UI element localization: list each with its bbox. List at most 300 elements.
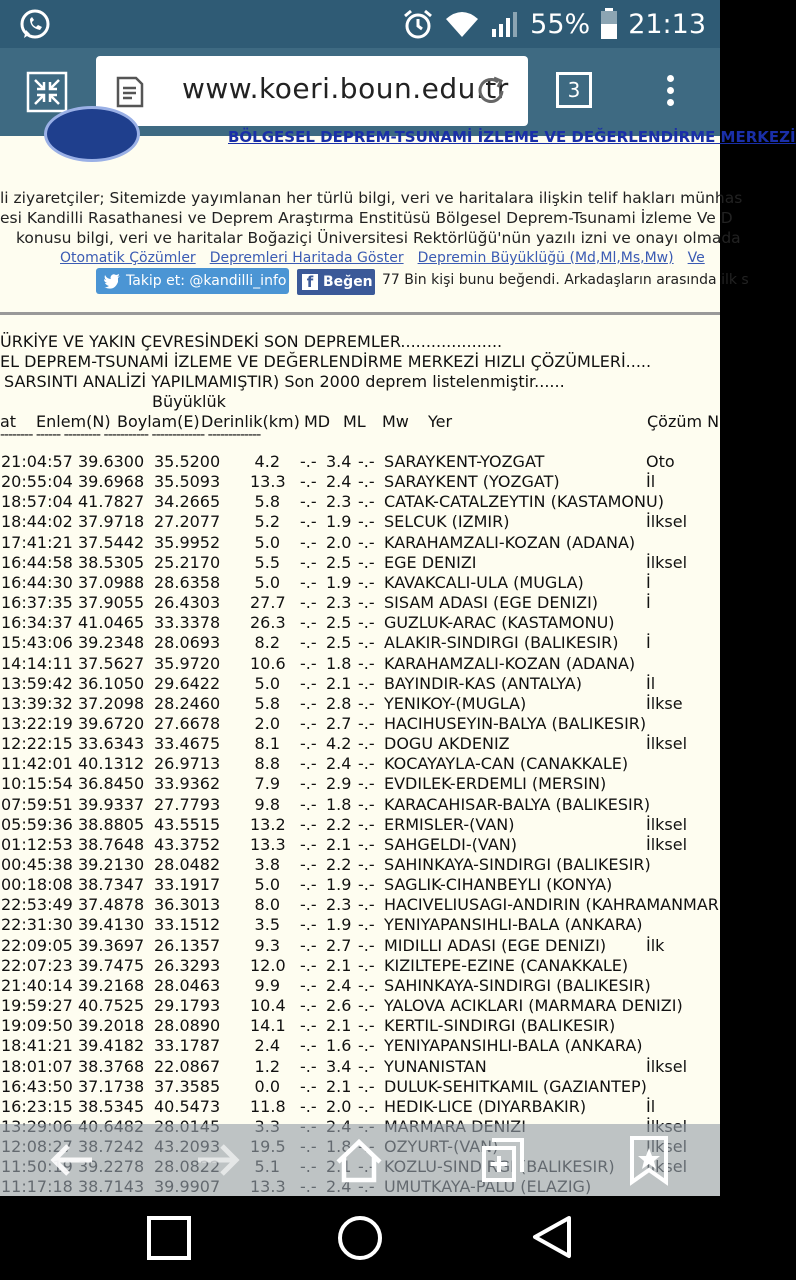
row-place: SISAM ADASI (EGE DENIZI) — [384, 593, 599, 613]
row-depth: 10.6 — [250, 653, 286, 673]
row-longitude: 28.2460 — [154, 693, 221, 713]
row-longitude: 28.0482 — [154, 855, 221, 874]
row-mw: -.- — [358, 1016, 375, 1036]
row-md: -.- — [300, 915, 317, 935]
table-row — [0, 1036, 720, 1056]
clock: 21:13 — [628, 8, 706, 40]
row-md: -.- — [300, 875, 317, 895]
row-depth: 8.8 — [254, 754, 280, 774]
row-longitude: 36.3013 — [154, 895, 221, 915]
menu-icon[interactable] — [658, 70, 682, 116]
row-md: -.- — [300, 673, 317, 693]
row-depth: 5.8 — [254, 492, 280, 512]
row-depth: 8.0 — [254, 895, 280, 915]
row-latitude: 41.7827 — [78, 492, 145, 512]
row-depth: 5.0 — [254, 572, 280, 592]
row-depth: 3.5 — [254, 915, 280, 935]
row-ml: 1.8 — [326, 794, 352, 814]
row-longitude: 33.3378 — [154, 613, 221, 633]
row-place: EVDILEK-ERDEMLI (MERSIN) — [384, 774, 607, 794]
link-automatic-solutions[interactable]: Otomatik Çözümler — [60, 250, 196, 266]
row-ml: 2.6 — [326, 996, 352, 1016]
row-ml: 2.9 — [326, 774, 352, 794]
row-latitude: 39.6300 — [78, 452, 145, 471]
row-longitude: 33.1787 — [154, 1036, 221, 1056]
table-row — [0, 1097, 720, 1117]
row-solution: İ — [646, 593, 651, 613]
link-magnitude[interactable]: Depremin Büyüklüğü (Md,Ml,Ms,Mw) — [417, 250, 674, 266]
table-row — [0, 996, 720, 1016]
col-depth: Derinlik(km) — [201, 412, 300, 431]
row-latitude: 39.4182 — [78, 1036, 145, 1056]
table-row — [0, 976, 720, 996]
row-longitude: 40.5473 — [154, 1096, 221, 1116]
row-md: -.- — [300, 532, 317, 552]
row-ml: 1.6 — [326, 1036, 352, 1056]
row-time: 18:57:04 — [1, 492, 73, 512]
row-md: -.- — [300, 754, 317, 774]
row-mw: -.- — [358, 754, 375, 774]
row-time: 19:09:50 — [1, 1016, 73, 1036]
row-mw: -.- — [358, 935, 375, 955]
row-ml: 2.1 — [326, 834, 352, 854]
row-ml: 2.0 — [326, 1096, 352, 1116]
row-longitude: 25.2170 — [154, 552, 221, 572]
row-latitude: 39.6720 — [78, 713, 145, 733]
row-time: 21:04:57 — [1, 452, 73, 471]
row-latitude: 38.7347 — [78, 875, 145, 895]
row-time: 16:44:30 — [1, 572, 73, 592]
row-place: HACIVELIUSAGI-ANDIRIN (KAHRAMANMAR — [384, 895, 719, 915]
row-mw: -.- — [358, 734, 375, 754]
row-solution: İ — [646, 633, 651, 653]
row-place: ERMISLER-(VAN) — [384, 814, 515, 834]
row-md: -.- — [300, 996, 317, 1016]
page-banner — [0, 128, 796, 176]
row-latitude: 39.2130 — [78, 855, 145, 874]
row-place: SAHINKAYA-SINDIRGI (BALIKESIR) — [384, 975, 651, 995]
row-ml: 2.2 — [326, 814, 352, 834]
col-magnitude: Büyüklük — [152, 392, 226, 411]
row-time: 16:34:37 — [1, 613, 73, 633]
row-time: 10:15:54 — [1, 774, 73, 794]
row-mw: -.- — [358, 552, 375, 572]
banner-title[interactable]: BÖLGESEL DEPREM-TSUNAMİ İZLEME VE DEĞERLENDİRME MERKEZİ — [228, 128, 796, 146]
row-md: -.- — [300, 955, 317, 975]
row-longitude: 26.1357 — [154, 935, 221, 955]
row-depth: 11.8 — [250, 1096, 286, 1116]
row-solution: İlksel — [646, 512, 688, 532]
row-mw: -.- — [358, 1096, 375, 1116]
row-latitude: 38.3768 — [78, 1056, 145, 1076]
row-time: 16:23:15 — [1, 1096, 73, 1116]
row-place: SAHINKAYA-SINDIRGI (BALIKESIR) — [384, 855, 651, 874]
status-bar — [0, 0, 720, 48]
row-depth: 3.8 — [254, 855, 280, 874]
row-longitude: 33.1917 — [154, 875, 221, 895]
battery-percent: 55% — [530, 8, 591, 40]
col-lon: Boylam(E) — [117, 412, 200, 431]
row-longitude: 26.4303 — [154, 593, 221, 613]
row-depth: 5.0 — [254, 532, 280, 552]
table-row — [0, 795, 720, 815]
row-depth: 9.9 — [254, 975, 280, 995]
row-md: -.- — [300, 794, 317, 814]
row-place: YENIYAPANSIHLI-BALA (ANKARA) — [384, 915, 643, 935]
table-row — [0, 734, 720, 754]
table-row — [0, 674, 720, 694]
row-place: GUZLUK-ARAC (KASTAMONU) — [384, 613, 615, 633]
table-row — [0, 936, 720, 956]
row-md: -.- — [300, 895, 317, 915]
row-latitude: 38.7648 — [78, 834, 145, 854]
col-solution: Çözüm N — [647, 412, 720, 431]
row-solution: İl — [646, 673, 656, 693]
row-longitude: 28.6358 — [154, 572, 221, 592]
row-ml: 2.1 — [326, 1016, 352, 1036]
row-longitude: 28.0890 — [154, 1016, 221, 1036]
row-time: 19:59:27 — [1, 996, 73, 1016]
row-mw: -.- — [358, 653, 375, 673]
row-md: -.- — [300, 975, 317, 995]
row-ml: 2.5 — [326, 613, 352, 633]
table-row — [0, 654, 720, 674]
row-ml: 2.1 — [326, 1076, 352, 1096]
list-heading-line: ÜRKİYE VE YAKIN ÇEVRESİNDEKİ SON DEPREMLER.................... — [0, 332, 503, 351]
row-longitude: 27.6678 — [154, 713, 221, 733]
row-time: 14:14:11 — [1, 653, 73, 673]
table-row — [0, 835, 720, 855]
row-place: EGE DENIZI — [384, 552, 477, 572]
row-longitude: 22.0867 — [154, 1056, 221, 1076]
row-solution: İl — [646, 472, 656, 492]
notice-line: li ziyaretçiler; Sitemizde yayımlanan her türlü bilgi, veri ve haritalara ilişkin telif hakları münhas — [0, 189, 743, 207]
row-md: -.- — [300, 653, 317, 673]
row-place: SAHGELDI-(VAN) — [384, 834, 517, 854]
row-time: 13:59:42 — [1, 673, 73, 693]
row-latitude: 39.2348 — [78, 633, 145, 653]
address-bar[interactable] — [96, 56, 528, 126]
row-longitude: 27.7793 — [154, 794, 221, 814]
forward-arrow-icon[interactable] — [192, 1136, 242, 1184]
row-mw: -.- — [358, 492, 375, 512]
col-md: MD — [304, 412, 331, 431]
row-depth: 14.1 — [250, 1016, 286, 1036]
row-place: MIDILLI ADASI (EGE DENIZI) — [384, 935, 607, 955]
row-place: KARACAHISAR-BALYA (BALIKESIR) — [384, 794, 651, 814]
row-mw: -.- — [358, 593, 375, 613]
url-text[interactable]: www.koeri.boun.edu.tr — [182, 72, 509, 105]
row-depth: 10.4 — [250, 996, 286, 1016]
row-depth: 5.0 — [254, 673, 280, 693]
row-longitude: 35.9720 — [154, 653, 221, 673]
row-solution: İlk — [646, 935, 665, 955]
row-longitude: 26.9713 — [154, 754, 221, 774]
row-ml: 2.1 — [326, 673, 352, 693]
row-ml: 4.2 — [326, 734, 352, 754]
back-triangle-icon[interactable] — [529, 1214, 575, 1260]
row-md: -.- — [300, 1076, 317, 1096]
table-row — [0, 1057, 720, 1077]
row-depth: 4.2 — [254, 452, 280, 471]
tab-switcher-button[interactable]: 3 — [556, 72, 592, 108]
row-time: 16:43:50 — [1, 1076, 73, 1096]
row-latitude: 39.9337 — [78, 794, 145, 814]
row-ml: 2.4 — [326, 975, 352, 995]
facebook-like-button[interactable] — [297, 269, 375, 295]
row-time: 16:44:58 — [1, 552, 73, 572]
row-place: YUNANISTAN — [384, 1056, 487, 1076]
row-latitude: 39.3697 — [78, 935, 145, 955]
bookmark-icon[interactable] — [624, 1136, 674, 1184]
row-md: -.- — [300, 452, 317, 471]
row-depth: 5.2 — [254, 512, 280, 532]
row-depth: 5.0 — [254, 875, 280, 895]
row-md: -.- — [300, 1056, 317, 1076]
row-ml: 2.4 — [326, 472, 352, 492]
table-row — [0, 633, 720, 653]
row-latitude: 41.0465 — [78, 613, 145, 633]
row-time: 20:55:04 — [1, 472, 73, 492]
row-place: BAYINDIR-KAS (ANTALYA) — [384, 673, 582, 693]
row-longitude: 43.5515 — [154, 814, 221, 834]
row-solution: İlksel — [646, 814, 688, 834]
recents-icon[interactable] — [147, 1216, 191, 1260]
row-time: 22:09:05 — [1, 935, 73, 955]
table-row — [0, 593, 720, 613]
row-ml: 2.2 — [326, 855, 352, 874]
table-row — [0, 915, 720, 935]
row-mw: -.- — [358, 472, 375, 492]
home-circle-icon[interactable] — [337, 1215, 383, 1261]
row-solution: İlksel — [646, 552, 688, 572]
wifi-icon — [444, 9, 480, 39]
row-mw: -.- — [358, 975, 375, 995]
row-longitude: 35.5200 — [154, 452, 221, 471]
web-page — [0, 128, 796, 1196]
table-row — [0, 714, 720, 734]
row-md: -.- — [300, 472, 317, 492]
row-mw: -.- — [358, 1076, 375, 1096]
row-time: 07:59:51 — [1, 794, 73, 814]
table-row — [0, 553, 720, 573]
row-mw: -.- — [358, 673, 375, 693]
exit-fullscreen-icon[interactable] — [27, 72, 67, 112]
row-solution: İlkse — [646, 693, 683, 713]
table-row — [0, 815, 720, 835]
row-ml: 2.3 — [326, 492, 352, 512]
row-time: 00:18:08 — [1, 875, 73, 895]
row-depth: 5.5 — [254, 552, 280, 572]
row-ml: 2.7 — [326, 935, 352, 955]
browser-bottom-bar — [0, 1124, 720, 1196]
row-place: SARAYKENT-YOZGAT — [384, 452, 545, 471]
row-place: KIZILTEPE-EZINE (CANAKKALE) — [384, 955, 629, 975]
row-depth: 9.3 — [254, 935, 280, 955]
row-place: CATAK-CATALZEYTIN (KASTAMONU) — [384, 492, 664, 512]
row-md: -.- — [300, 633, 317, 653]
table-row — [0, 1016, 720, 1036]
list-heading-line: EL DEPREM-TSUNAMİ İZLEME VE DEĞERLENDİRME MERKEZİ HIZLI ÇÖZÜMLERİ..... — [0, 352, 652, 371]
row-time: 18:44:02 — [1, 512, 73, 532]
row-mw: -.- — [358, 572, 375, 592]
row-md: -.- — [300, 734, 317, 754]
row-place: YENIKOY-(MUGLA) — [384, 693, 527, 713]
row-time: 13:39:32 — [1, 693, 73, 713]
kandilli-logo — [44, 106, 140, 162]
row-ml: 1.9 — [326, 572, 352, 592]
row-longitude: 28.0463 — [154, 975, 221, 995]
table-row — [0, 694, 720, 714]
row-place: YALOVA ACIKLARI (MARMARA DENIZI) — [384, 996, 683, 1016]
row-md: -.- — [300, 613, 317, 633]
col-ml: ML — [343, 412, 366, 431]
row-time: 17:41:21 — [1, 532, 73, 552]
row-place: KOCAYAYLA-CAN (CANAKKALE) — [384, 754, 629, 774]
row-latitude: 37.9718 — [78, 512, 145, 532]
row-depth: 27.7 — [250, 593, 286, 613]
row-longitude: 33.4675 — [154, 734, 221, 754]
row-time: 05:59:36 — [1, 814, 73, 834]
row-latitude: 40.1312 — [78, 754, 145, 774]
row-md: -.- — [300, 1036, 317, 1056]
table-row — [0, 573, 720, 593]
row-md: -.- — [300, 935, 317, 955]
row-time: 18:41:21 — [1, 1036, 73, 1056]
row-place: HEDIK-LICE (DIYARBAKIR) — [384, 1096, 587, 1116]
row-depth: 0.0 — [254, 1076, 280, 1096]
row-md: -.- — [300, 492, 317, 512]
row-ml: 3.4 — [326, 452, 352, 471]
row-md: -.- — [300, 512, 317, 532]
row-time: 22:07:23 — [1, 955, 73, 975]
like-count-text: 77 Bin kişi bunu beğendi. Arkadaşların arasında ilk s — [382, 272, 749, 288]
row-time: 21:40:14 — [1, 975, 73, 995]
row-mw: -.- — [358, 774, 375, 794]
row-mw: -.- — [358, 814, 375, 834]
row-mw: -.- — [358, 532, 375, 552]
row-mw: -.- — [358, 915, 375, 935]
row-longitude: 37.3585 — [154, 1076, 221, 1096]
row-place: SAGLIK-CIHANBEYLI (KONYA) — [384, 875, 613, 895]
row-ml: 2.5 — [326, 552, 352, 572]
table-row — [0, 855, 720, 875]
row-time: 13:22:19 — [1, 713, 73, 733]
row-latitude: 37.5627 — [78, 653, 145, 673]
row-depth: 8.1 — [254, 734, 280, 754]
table-row — [0, 452, 720, 472]
row-latitude: 37.4878 — [78, 895, 145, 915]
row-depth: 2.0 — [254, 713, 280, 733]
row-mw: -.- — [358, 512, 375, 532]
row-place: ALAKIR-SINDIRGI (BALIKESIR) — [384, 633, 619, 653]
row-md: -.- — [300, 774, 317, 794]
home-icon[interactable] — [334, 1136, 384, 1184]
new-tab-icon[interactable] — [478, 1136, 528, 1184]
row-latitude: 36.1050 — [78, 673, 145, 693]
row-depth: 8.2 — [254, 633, 280, 653]
row-place: SELCUK (IZMIR) — [384, 512, 510, 532]
row-longitude: 26.3293 — [154, 955, 221, 975]
table-row — [0, 875, 720, 895]
row-mw: -.- — [358, 794, 375, 814]
row-solution: İ — [646, 572, 651, 592]
table-row — [0, 613, 720, 633]
row-ml: 2.3 — [326, 593, 352, 613]
row-place: KARAHAMZALI-KOZAN (ADANA) — [384, 532, 636, 552]
col-lat: Enlem(N) — [36, 412, 111, 431]
row-md: -.- — [300, 1096, 317, 1116]
row-ml: 2.8 — [326, 693, 352, 713]
row-depth: 2.4 — [254, 1036, 280, 1056]
row-longitude: 29.6422 — [154, 673, 221, 693]
row-ml: 2.1 — [326, 955, 352, 975]
row-time: 00:45:38 — [1, 855, 73, 874]
row-latitude: 37.0988 — [78, 572, 145, 592]
row-ml: 2.7 — [326, 713, 352, 733]
alarm-icon — [402, 8, 434, 40]
row-md: -.- — [300, 713, 317, 733]
row-longitude: 29.1793 — [154, 996, 221, 1016]
row-time: 12:22:15 — [1, 734, 73, 754]
whatsapp-icon — [18, 8, 52, 42]
row-depth: 9.8 — [254, 794, 280, 814]
table-row — [0, 533, 720, 553]
table-row — [0, 512, 720, 532]
row-place: KAVAKCALI-ULA (MUGLA) — [384, 572, 584, 592]
link-more[interactable]: Ve — [687, 250, 705, 266]
row-latitude: 39.2168 — [78, 975, 145, 995]
row-place: DOGU AKDENIZ — [384, 734, 510, 754]
row-mw: -.- — [358, 1036, 375, 1056]
row-depth: 13.3 — [250, 834, 286, 854]
row-ml: 2.0 — [326, 532, 352, 552]
row-latitude: 40.7525 — [78, 996, 145, 1016]
back-arrow-icon[interactable] — [48, 1136, 98, 1184]
row-md: -.- — [300, 814, 317, 834]
row-depth: 5.8 — [254, 693, 280, 713]
row-latitude: 37.5442 — [78, 532, 145, 552]
row-mw: -.- — [358, 996, 375, 1016]
col-time: at — [0, 412, 17, 431]
table-row — [0, 774, 720, 794]
reload-icon[interactable] — [474, 74, 508, 108]
android-navigation-bar — [0, 1196, 720, 1280]
row-longitude: 28.0693 — [154, 633, 221, 653]
row-mw: -.- — [358, 613, 375, 633]
twitter-follow-button[interactable] — [96, 268, 289, 294]
row-latitude: 39.2018 — [78, 1016, 145, 1036]
row-latitude: 38.5345 — [78, 1096, 145, 1116]
facebook-icon: f — [302, 274, 318, 290]
row-depth: 1.2 — [254, 1056, 280, 1076]
row-longitude: 33.1512 — [154, 915, 221, 935]
facebook-label: Beğen — [323, 274, 373, 290]
row-ml: 1.9 — [326, 915, 352, 935]
row-place: SARAYKENT (YOZGAT) — [384, 472, 560, 492]
row-md: -.- — [300, 572, 317, 592]
row-longitude: 27.2077 — [154, 512, 221, 532]
row-ml: 2.5 — [326, 633, 352, 653]
link-show-on-map[interactable]: Depremleri Haritada Göster — [209, 250, 404, 266]
row-place: KERTIL-SINDIRGI (BALIKESIR) — [384, 1016, 616, 1036]
row-latitude: 38.5305 — [78, 552, 145, 572]
row-mw: -.- — [358, 895, 375, 915]
row-md: -.- — [300, 593, 317, 613]
row-md: -.- — [300, 552, 317, 572]
row-longitude: 34.2665 — [154, 492, 221, 512]
row-mw: -.- — [358, 1056, 375, 1076]
